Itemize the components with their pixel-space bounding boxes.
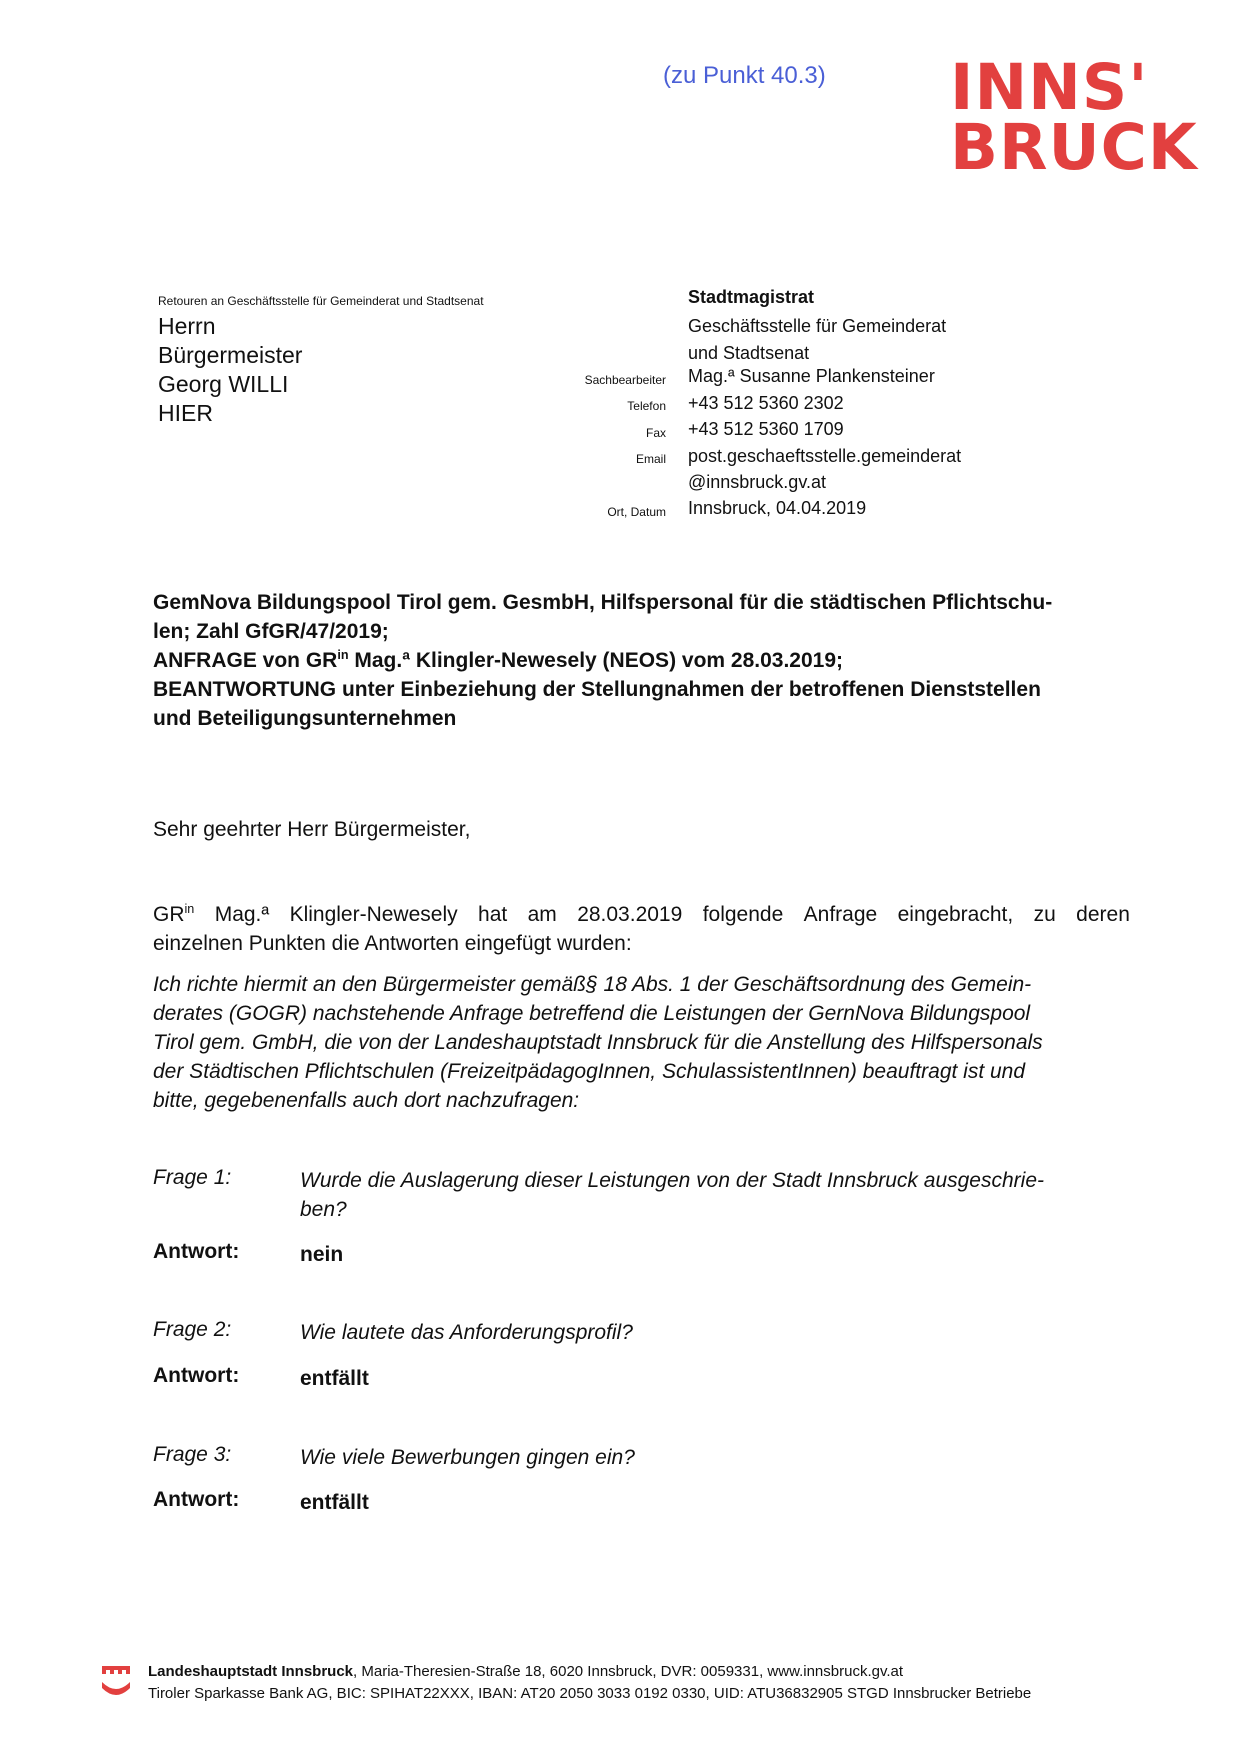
intro-word: Mag.ª — [214, 903, 270, 926]
intro-word: hat — [478, 903, 508, 926]
intro-word: Anfrage — [803, 903, 878, 926]
field-label-phone: Telefon — [627, 399, 666, 413]
intro-word: eingebracht, — [897, 903, 1014, 926]
intro-paragraph — [153, 900, 1130, 958]
answer-1-text: nein — [300, 1243, 344, 1266]
question-line: Wurde die Auslagerung dieser Leistungen von der Stadt Innsbruck ausgeschrie- — [300, 1169, 1044, 1192]
intro-line: einzelnen Punkten die Antworten eingefügt wurden: — [153, 932, 632, 955]
letter-footer — [148, 1661, 1031, 1705]
sender-title: Stadtmagistrat — [688, 287, 815, 307]
recipient-line: Herrn — [158, 313, 216, 339]
subject-line: und Beteiligungsunternehmen — [153, 707, 457, 730]
recipient-line: Bürgermeister — [158, 342, 303, 368]
intro-word: Klingler-Newesely — [289, 903, 458, 926]
subject-line — [153, 646, 1143, 675]
question-line: Wie viele Bewerbungen gingen ein? — [300, 1446, 635, 1469]
recipient-line: HIER — [158, 400, 213, 426]
quote-line: Tirol gem. GmbH, die von der Landeshauptstadt Innsbruck für die Anstellung des Hilfspersonals — [153, 1031, 1043, 1054]
field-value-clerk: Mag.ª Susanne Plankensteiner — [688, 366, 935, 386]
question-2-label: Frage 2: — [153, 1318, 232, 1341]
answer-2-label: Antwort: — [153, 1364, 240, 1387]
field-value-email: post.geschaeftsstelle.gemeinderat — [688, 446, 962, 466]
intro-line — [153, 900, 1130, 929]
quote-line: derates (GOGR) nachstehende Anfrage betreffend die Leistungen der GernNova Bildungspool — [153, 1002, 1031, 1025]
field-value-email-domain: @innsbruck.gv.at — [688, 472, 826, 492]
subject-line: BEANTWORTUNG unter Einbeziehung der Stellungnahmen der betroffenen Dienststellen — [153, 678, 1041, 701]
subject-line: len; Zahl GfGR/47/2019; — [153, 620, 389, 643]
quote-line: Ich richte hiermit an den Bürgermeister gemäß§ 18 Abs. 1 der Geschäftsordnung des Gemein- — [153, 973, 1032, 996]
return-address-line: Retouren an Geschäftsstelle für Gemeinderat und Stadtsenat — [158, 294, 484, 308]
intro-superscript: in — [184, 902, 195, 916]
intro-word-gr — [153, 900, 194, 929]
subject-superscript: in — [337, 648, 349, 662]
question-1-label: Frage 1: — [153, 1166, 232, 1189]
innsbruck-logo — [950, 51, 1198, 184]
intro-word: am — [527, 903, 557, 926]
intro-word: folgende — [702, 903, 784, 926]
footer-line-1 — [148, 1661, 1031, 1683]
field-value-fax: +43 512 5360 1709 — [688, 419, 844, 439]
footer-address: , Maria-Theresien-Straße 18, 6020 Innsbruck, DVR: 0059331, www.innsbruck.gv.at — [353, 1663, 904, 1680]
sender-department — [688, 313, 946, 366]
sender-line: Geschäftsstelle für Gemeinderat — [688, 316, 947, 336]
answer-1-label: Antwort: — [153, 1240, 240, 1263]
field-value-phone: +43 512 5360 2302 — [688, 393, 844, 413]
inquiry-quote — [153, 970, 1143, 1115]
field-label-place-date: Ort, Datum — [607, 505, 666, 519]
subject-text: ANFRAGE von GR — [153, 649, 338, 672]
recipient-address — [158, 312, 302, 428]
answer-3-label: Antwort: — [153, 1488, 240, 1511]
logo-line-1: INNS' — [950, 51, 1149, 124]
subject-text: Mag.ª Klingler-Newesely (NEOS) vom 28.03.2019; — [348, 649, 844, 672]
footer-line-2: Tiroler Sparkasse Bank AG, BIC: SPIHAT22XXX, IBAN: AT20 2050 3033 0192 0330, UID: ATU36832905 STGD Innsbrucker Betriebe — [148, 1685, 1032, 1702]
field-label-fax: Fax — [645, 426, 666, 440]
intro-word: zu — [1033, 903, 1056, 926]
field-label-clerk: Sachbearbeiter — [584, 373, 666, 387]
question-line: Wie lautete das Anforderungsprofil? — [300, 1321, 633, 1344]
sender-line: und Stadtsenat — [688, 342, 810, 363]
question-3-text — [300, 1443, 635, 1472]
question-2-text — [300, 1318, 633, 1347]
intro-word: GR — [153, 903, 185, 926]
quote-line: bitte, gegebenenfalls auch dort nachzufragen: — [153, 1089, 580, 1112]
quote-line: der Städtischen Pflichtschulen (FreizeitpädagogInnen, SchulassistentInnen) beauftragt ist und — [153, 1060, 1026, 1083]
recipient-line: Georg WILLI — [158, 371, 289, 397]
intro-word: 28.03.2019 — [577, 903, 683, 926]
field-label-email: Email — [635, 452, 666, 466]
letter-subject — [153, 588, 1143, 733]
salutation: Sehr geehrter Herr Bürgermeister, — [153, 818, 471, 841]
answer-3-text: entfällt — [300, 1491, 369, 1514]
subject-line: GemNova Bildungspool Tirol gem. GesmbH, Hilfspersonal für die städtischen Pflichtschu- — [153, 591, 1053, 614]
agenda-note: (zu Punkt 40.3) — [663, 62, 826, 89]
city-crest-icon — [100, 1664, 132, 1705]
question-3-label: Frage 3: — [153, 1443, 232, 1466]
footer-org-name: Landeshauptstadt Innsbruck — [148, 1663, 354, 1680]
question-1-text — [300, 1166, 1044, 1224]
answer-2-text: entfällt — [300, 1367, 369, 1390]
intro-word: deren — [1076, 903, 1130, 926]
field-value-place-date: Innsbruck, 04.04.2019 — [688, 498, 867, 518]
question-line: ben? — [300, 1198, 347, 1221]
logo-line-2: BRUCK — [950, 111, 1198, 184]
